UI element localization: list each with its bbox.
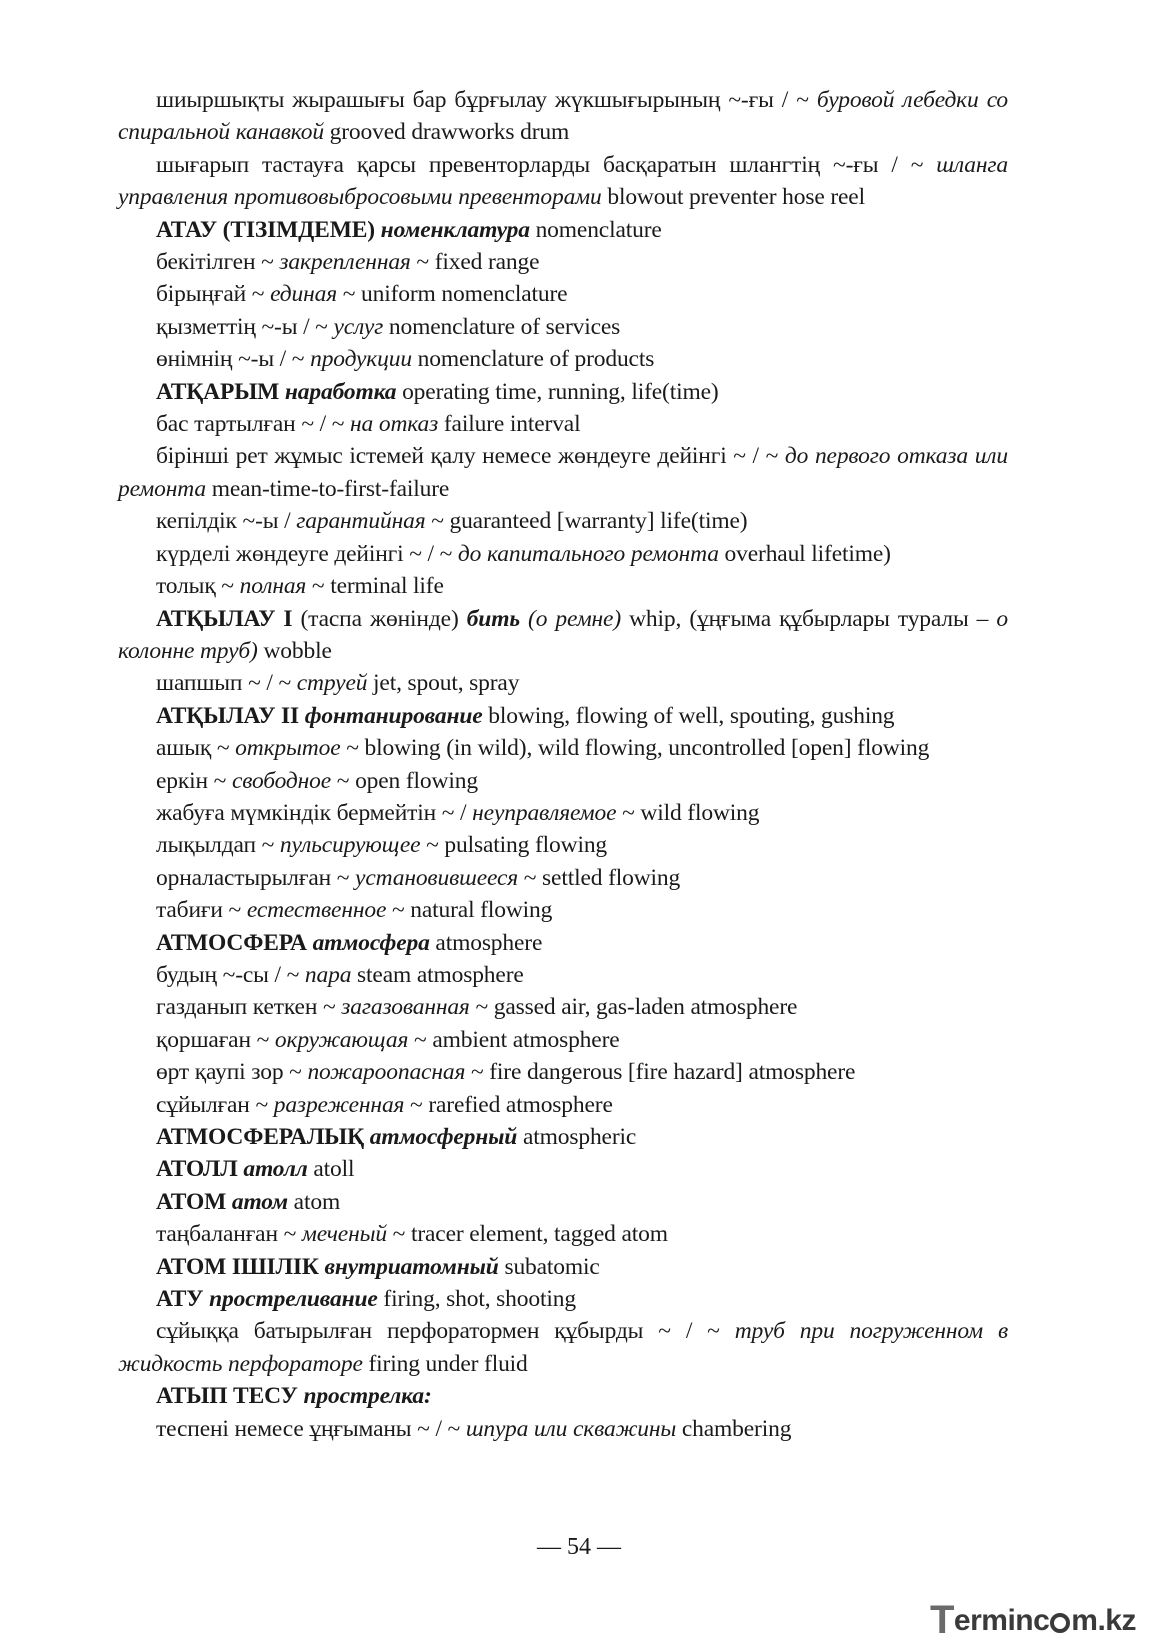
entry-text: будың ~-сы / ~ [156,961,305,988]
entry-text: ~ wild flowing [616,799,760,826]
dictionary-entry [118,1218,1008,1250]
entry-text: шапшып ~ / ~ [156,670,297,697]
dictionary-entry [118,343,1008,375]
entry-text: subatomic [498,1253,600,1280]
entry-text: бірыңғай ~ [156,281,271,308]
site-watermark [930,1595,1136,1640]
entry-text: сұйылған ~ [156,1091,274,1118]
entry-text: ~ guaranteed [warranty] life(time) [425,508,748,535]
entry-headword-ru: атмосфера [312,929,430,956]
entry-headword-ru: атмосферный [369,1124,518,1150]
entry-text: overhaul lifetime) [718,540,891,567]
entry-text: шығарып тастауға қарсы превенторларды басқаратын шлангтің ~-ғы / ~ [156,151,937,178]
entry-translation-ru: закрепленная [279,249,411,276]
entry-text: жабуға мүмкіндік бермейтін ~ / [156,799,473,826]
dictionary-entry [118,311,1008,343]
entry-headword-ru: внутриатомный [324,1253,499,1280]
entry-headword: АТЫП ТЕСУ [156,1383,298,1410]
entry-text: сұйыққа батырылған перфоратормен құбырды ~ / ~ [156,1318,735,1345]
entry-translation-ru: окружающая [274,1026,409,1053]
entry-headword-ru: атом [231,1188,288,1215]
dictionary-entry [118,1380,1008,1412]
dictionary-entry [118,1413,1008,1445]
entry-text: failure interval [438,411,581,438]
entry-text: ~ terminal life [306,573,444,600]
dictionary-entry [118,927,1008,959]
entry-translation-ru: на отказ [350,411,439,438]
entry-text: қоршаған ~ [156,1026,275,1053]
entry-text: atmosphere [429,929,543,956]
entry-text: ~ uniform nomenclature [336,281,568,308]
entry-translation-ru: до первого отказа или ремонта [118,443,1008,502]
dictionary-entry [118,1056,1008,1088]
watermark-t: T [929,1598,954,1642]
entry-text: ~ natural flowing [386,897,553,924]
entry-translation-ru: пожароопасная [307,1059,466,1086]
entry-translation-ru: гарантийная [296,508,426,535]
entry-headword: АТМОСФЕРАЛЫҚ [156,1124,364,1150]
entry-translation-ru: (о ремне) [519,605,622,632]
entry-text: өнімнің ~-ы / ~ [156,346,311,373]
entry-translation-ru: о колонне труб) [118,605,1008,664]
dictionary-entry [118,538,1008,570]
entry-text: grooved drawworks drum [323,119,570,146]
entry-translation-ru: единая [270,281,337,308]
entry-translation-ru: открытое [235,735,341,762]
dictionary-entry [118,1251,1008,1283]
watermark-o-icon [1050,1613,1070,1633]
entry-text: jet, spout, spray [367,670,520,697]
entry-text: кепілдік ~-ы / [156,508,297,535]
dictionary-entry [118,440,1008,505]
entry-headword: АТУ [156,1286,204,1313]
entry-headword: АТОМ [156,1188,227,1215]
dictionary-entry [118,991,1008,1023]
entry-text: бірінші рет жұмыс істемей қалу немесе жөндеуге дейінгі ~ / ~ [156,443,785,470]
entry-headword: АТҚЫЛАУ I [156,605,293,632]
dictionary-entry [118,894,1008,926]
entry-translation-ru: шпура или скважины [465,1415,677,1442]
entry-text: ~ open flowing [331,767,478,794]
entry-text: atom [287,1188,341,1215]
entry-text: ~ gassed air, gas-laden atmosphere [469,994,798,1021]
entry-text: лықылдап ~ [156,832,280,859]
entry-headword: АТҚЫЛАУ II [156,702,300,729]
entry-text: atoll [307,1156,355,1183]
entry-text: blowout preventer hose reel [601,184,865,211]
entry-headword: АТОЛЛ [156,1156,238,1183]
entry-text: nomenclature [529,216,662,243]
dictionary-entry [118,1089,1008,1121]
dictionary-entry [118,667,1008,699]
entry-translation-ru: свободное [231,767,332,794]
entry-text: (таспа жөнінде) [292,605,467,632]
entry-headword: АТАУ (ТІЗІМДЕМЕ) [156,216,375,243]
entry-text: өрт қаупі зор ~ [156,1059,308,1086]
dictionary-entry [118,1024,1008,1056]
entry-text: газданып кеткен ~ [156,994,342,1021]
entry-headword-ru: прострелка: [303,1383,432,1410]
entry-translation-ru: меченый [301,1221,387,1248]
entry-text: ~ settled flowing [518,864,681,891]
entry-headword-ru: наработка [284,378,397,405]
entry-text: ~ blowing (in wild), wild flowing, uncontrolled [open] flowing [340,735,930,762]
dictionary-entry [118,765,1008,797]
dictionary-entry [118,408,1008,440]
dictionary-entry [118,700,1008,732]
dictionary-entry [118,862,1008,894]
entry-text: толық ~ [156,573,240,600]
entry-text: бекітілген ~ [156,249,280,276]
entry-text: mean-time-to-first-failure [205,475,450,502]
dictionary-entry [118,505,1008,537]
dictionary-entry [118,603,1008,668]
entry-text: wobble [257,637,332,664]
entry-text: whip, (ұңғыма құбырлары туралы – [621,605,997,632]
watermark-suffix: m.kz [1071,1604,1136,1637]
entry-translation-ru: загазованная [341,994,470,1021]
entry-translation-ru: разреженная [273,1091,405,1118]
dictionary-entry [118,84,1008,149]
entry-translation-ru: труб при погруженном в жидкость перфораторе [118,1318,1008,1377]
dictionary-entry [118,797,1008,829]
dictionary-entry [118,278,1008,310]
entry-translation-ru: услуг [333,313,384,340]
entry-text: орналастырылған ~ [156,864,356,891]
entry-text: steam atmosphere [351,961,524,988]
entry-translation-ru: струей [296,670,368,697]
entry-text: ~ fixed range [410,249,540,276]
entry-translation-ru: продукции [310,346,412,373]
entry-text: ~ rarefied atmosphere [404,1091,613,1118]
entry-text: firing under fluid [362,1350,528,1377]
entry-headword: АТҚАРЫМ [156,378,280,405]
entry-headword-ru: фонтанирование [304,702,483,729]
entry-translation-ru: полная [239,573,307,600]
entry-text: қызметтің ~-ы / ~ [156,313,334,340]
entry-headword-ru: бить [466,605,520,632]
entry-text: ~ ambient atmosphere [408,1026,620,1053]
entry-headword: АТМОСФЕРА [156,929,307,956]
dictionary-entry [118,1153,1008,1185]
entry-translation-ru: шланга управления противовыбросовыми превенторами [118,151,1008,211]
dictionary-entry [118,1283,1008,1315]
entry-text: теспені немесе ұңғыманы ~ / ~ [156,1415,466,1442]
page-number: — 54 — [537,1534,621,1560]
dictionary-entry [118,214,1008,246]
dictionary-entry [118,829,1008,861]
dictionary-entry [118,149,1008,214]
entry-headword: АТОМ ІШІЛІК [156,1253,319,1280]
entry-text: еркін ~ [156,767,232,794]
dictionary-page [118,84,1008,1445]
entry-text: ~ pulsating flowing [420,832,608,859]
entry-text: табиғи ~ [156,897,247,924]
entry-translation-ru: пульсирующее [279,832,421,859]
dictionary-entry [118,959,1008,991]
entry-text: atmospheric [517,1124,637,1150]
dictionary-entry [118,1121,1008,1153]
entry-text: chambering [676,1415,792,1442]
dictionary-entry [118,1186,1008,1218]
entry-translation-ru: до капитального ремонта [457,540,719,567]
entry-text: ашық ~ [156,735,236,762]
entry-text: шиыршықты жырашығы бар бұрғылау жүкшығырының ~-ғы / ~ [156,87,817,113]
dictionary-entry [118,1315,1008,1380]
entry-translation-ru: неуправляемое [472,799,617,826]
entry-text: blowing, flowing of well, spouting, gushing [482,702,895,729]
dictionary-entry [118,376,1008,408]
entry-text: firing, shot, shooting [377,1286,576,1313]
entry-text: бас тартылған ~ / ~ [156,411,351,438]
entry-text: nomenclature of products [411,346,655,373]
entry-text: operating time, running, life(time) [396,378,719,405]
dictionary-entry [118,246,1008,278]
entry-headword-ru: простреливание [209,1286,378,1313]
entry-text: nomenclature of services [383,313,621,340]
entry-translation-ru: буровой лебедки со спиральной канавкой [118,87,1008,146]
entry-text: күрделі жөндеуге дейінгі ~ / ~ [156,540,458,567]
entry-translation-ru: пара [304,961,352,988]
entry-headword-ru: атолл [243,1156,308,1183]
entry-translation-ru: установившееся [355,864,519,891]
entry-headword-ru: номенклатура [380,216,530,243]
dictionary-entry [118,732,1008,764]
entry-text: ~ tracer element, tagged atom [386,1221,668,1248]
watermark-middle: erminc [953,1604,1050,1637]
dictionary-entry [118,570,1008,602]
entry-text: ~ fire dangerous [fire hazard] atmosphere [465,1059,856,1086]
entry-translation-ru: естественное [246,897,387,924]
entry-text: таңбаланған ~ [156,1221,302,1248]
